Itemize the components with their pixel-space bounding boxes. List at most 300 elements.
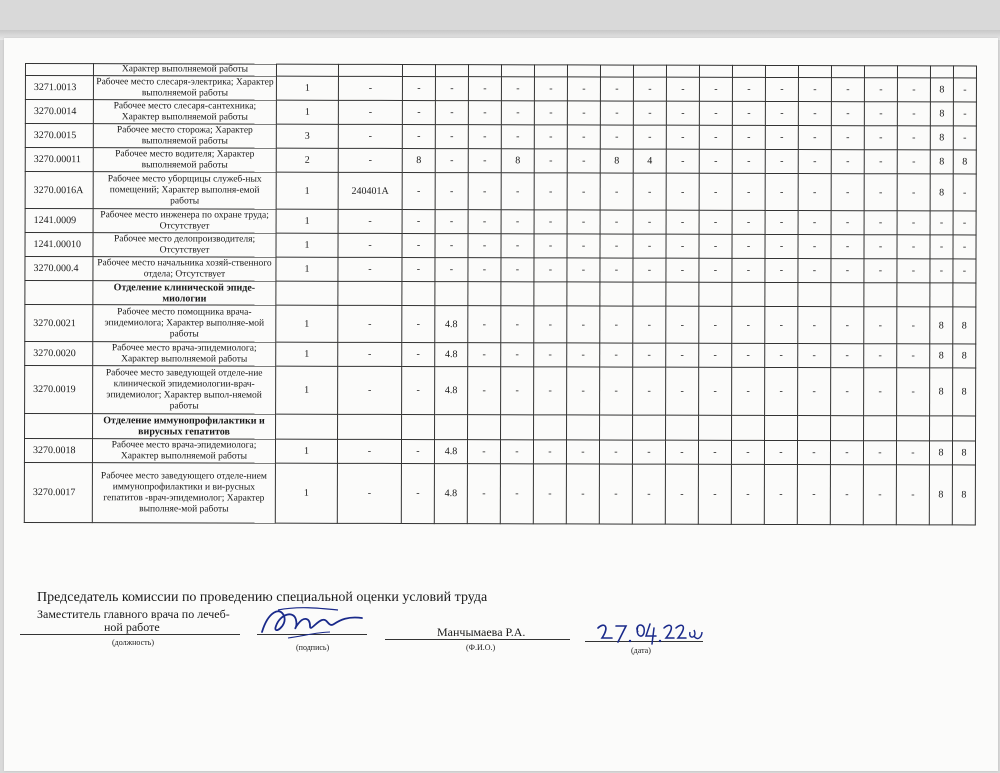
value-cell: - <box>764 464 797 524</box>
table-row <box>25 366 976 416</box>
value-cell <box>567 282 600 306</box>
value-cell: 8 <box>402 148 435 172</box>
value-cell: - <box>798 368 831 416</box>
code-cell <box>25 281 93 305</box>
handwritten-signature <box>258 602 368 644</box>
position-underline <box>20 634 240 635</box>
value-cell: - <box>567 210 600 234</box>
value-cell: - <box>534 77 567 101</box>
value-cell: - <box>953 211 976 235</box>
value-cell: - <box>897 307 930 344</box>
section-row <box>25 414 976 441</box>
reference-cell: - <box>338 305 402 342</box>
reference-cell: - <box>338 100 402 124</box>
value-cell: - <box>798 259 831 283</box>
value-cell: - <box>501 125 534 149</box>
workplace-name-cell: Рабочее место врача-эпидемиолога; Характер выполняемой работы <box>93 342 276 366</box>
value-cell: - <box>765 77 798 101</box>
reference-cell: - <box>338 124 402 148</box>
value-cell <box>732 65 765 77</box>
value-cell <box>831 66 864 78</box>
value-cell <box>276 414 338 439</box>
value-cell: - <box>600 306 633 343</box>
workplace-name-cell: Рабочее место заведующего отделе-нием иммунопрофилактики и ви-русных гепатитов -врач-эпидемиолог; Характер выполняе-мой работы <box>92 463 275 523</box>
value-cell: - <box>501 77 534 101</box>
quantity-cell: 2 <box>276 148 338 172</box>
value-cell: - <box>897 344 930 368</box>
value-cell: - <box>897 259 930 283</box>
table-row <box>25 148 976 174</box>
value-cell: - <box>765 101 798 125</box>
value-cell: - <box>600 101 633 125</box>
workplace-name-cell: Рабочее место заведующей отделе-ние клинической эпидемиологии-врач-эпидемиолог; Характер выпол-няемой работы <box>93 366 276 414</box>
reference-cell: - <box>338 257 402 281</box>
value-cell: - <box>896 465 929 525</box>
value-cell: 8 <box>953 307 976 344</box>
value-cell: - <box>632 440 665 464</box>
value-cell: - <box>798 78 831 102</box>
value-cell <box>600 415 633 440</box>
value-cell <box>831 416 864 441</box>
value-cell: - <box>567 367 600 415</box>
workplace-name-cell: Рабочее место делопроизводителя; Отсутствует <box>93 233 276 257</box>
value-cell: - <box>831 235 864 259</box>
value-cell: - <box>699 306 732 343</box>
assessment-table <box>24 63 977 525</box>
value-cell: - <box>732 258 765 282</box>
handwritten-date <box>594 618 704 648</box>
value-cell: - <box>402 124 435 148</box>
section-title: Отделение иммунопрофилактики и вирусных гепатитов <box>93 414 276 439</box>
value-cell: - <box>798 126 831 150</box>
value-cell: - <box>402 100 435 124</box>
value-cell: - <box>567 234 600 258</box>
value-cell: 4.8 <box>435 367 468 415</box>
value-cell: - <box>633 210 666 234</box>
value-cell <box>435 282 468 306</box>
value-cell <box>501 65 534 77</box>
value-cell: - <box>831 174 864 211</box>
value-cell: 8 <box>930 344 953 368</box>
value-cell: 8 <box>600 149 633 173</box>
value-cell: - <box>402 209 435 233</box>
value-cell: 8 <box>930 126 953 150</box>
value-cell: - <box>600 234 633 258</box>
value-cell <box>435 65 468 77</box>
value-cell: - <box>666 101 699 125</box>
value-cell: - <box>798 150 831 174</box>
value-cell: - <box>534 125 567 149</box>
table-row <box>25 342 976 368</box>
value-cell: - <box>468 234 501 258</box>
code-cell: 3270.0019 <box>25 366 93 414</box>
value-cell: 8 <box>952 465 975 525</box>
table-row <box>24 439 975 465</box>
value-cell <box>930 283 953 307</box>
value-cell <box>666 415 699 440</box>
table-row <box>25 172 976 211</box>
value-cell: - <box>699 77 732 101</box>
value-cell: - <box>732 77 765 101</box>
table-row <box>25 209 976 235</box>
value-cell: - <box>500 440 533 464</box>
value-cell: - <box>699 101 732 125</box>
value-cell <box>338 414 402 439</box>
reference-cell: - <box>337 463 401 523</box>
value-cell: 8 <box>929 465 952 525</box>
value-cell: 8 <box>929 441 952 465</box>
fio-underline <box>385 639 570 640</box>
value-cell: - <box>953 126 976 150</box>
commission-chairman-title: Председатель комиссии по проведению специальной оценки условий труда <box>37 590 488 605</box>
value-cell: - <box>435 149 468 173</box>
value-cell: - <box>732 125 765 149</box>
value-cell: - <box>467 464 500 524</box>
value-cell: - <box>953 259 976 283</box>
value-cell <box>699 415 732 440</box>
code-cell: 3270.0018 <box>24 439 92 463</box>
value-cell <box>953 283 976 307</box>
reference-cell: - <box>338 76 402 100</box>
value-cell <box>567 65 600 77</box>
value-cell: - <box>501 101 534 125</box>
value-cell: - <box>864 235 897 259</box>
value-cell: 4.8 <box>434 464 467 524</box>
value-cell: - <box>731 464 764 524</box>
value-cell <box>633 65 666 77</box>
value-cell: - <box>699 367 732 415</box>
value-cell: - <box>698 464 731 524</box>
value-cell: - <box>534 367 567 415</box>
value-cell: - <box>633 125 666 149</box>
value-cell: - <box>501 306 534 343</box>
table-row <box>25 100 976 126</box>
value-cell: - <box>666 77 699 101</box>
quantity-cell: 1 <box>275 463 337 523</box>
reference-cell <box>338 64 402 76</box>
value-cell: - <box>534 210 567 234</box>
value-cell: - <box>468 306 501 343</box>
reference-cell: - <box>338 366 402 414</box>
value-cell: 8 <box>930 174 953 211</box>
value-cell: - <box>468 77 501 101</box>
position-line-2: ной работе <box>104 620 160 634</box>
value-cell: - <box>798 307 831 344</box>
value-cell: - <box>534 149 567 173</box>
value-cell: - <box>534 258 567 282</box>
code-cell: 1241.00010 <box>25 233 93 257</box>
value-cell: - <box>600 258 633 282</box>
table-row <box>25 257 976 283</box>
workplace-name-cell: Рабочее место водителя; Характер выполняемой работы <box>93 148 276 172</box>
quantity-cell: 1 <box>275 439 337 463</box>
value-cell <box>765 65 798 77</box>
table-row <box>24 462 975 524</box>
value-cell <box>501 282 534 306</box>
workplace-name-cell: Рабочее место слесаря-сантехника; Характер выполняемой работы <box>93 100 276 124</box>
value-cell: - <box>765 234 798 258</box>
value-cell <box>765 415 798 440</box>
table-row <box>25 233 976 259</box>
value-cell: - <box>897 126 930 150</box>
value-cell: - <box>599 464 632 524</box>
value-cell: - <box>633 343 666 367</box>
value-cell: - <box>435 101 468 125</box>
value-cell: - <box>897 102 930 126</box>
reference-cell: 240401А <box>338 172 402 209</box>
value-cell: - <box>732 367 765 415</box>
value-cell: 8 <box>953 344 976 368</box>
value-cell: - <box>864 344 897 368</box>
table-row <box>25 124 976 150</box>
value-cell: - <box>897 368 930 416</box>
value-cell <box>276 281 338 305</box>
value-cell <box>864 416 897 441</box>
value-cell: - <box>435 258 468 282</box>
value-cell <box>864 66 897 78</box>
value-cell: - <box>633 101 666 125</box>
value-cell: - <box>797 465 830 525</box>
value-cell: - <box>666 343 699 367</box>
value-cell: - <box>765 306 798 343</box>
value-cell: - <box>633 306 666 343</box>
value-cell: - <box>699 343 732 367</box>
value-cell <box>501 415 534 440</box>
value-cell: - <box>864 211 897 235</box>
value-cell: - <box>567 125 600 149</box>
reference-cell: - <box>338 148 402 172</box>
value-cell: - <box>897 235 930 259</box>
value-cell: - <box>534 101 567 125</box>
value-cell: - <box>435 234 468 258</box>
value-cell: - <box>897 174 930 211</box>
quantity-cell: 1 <box>276 209 338 233</box>
signature-caption: (подпись) <box>296 643 330 652</box>
quantity-cell: 1 <box>276 76 338 100</box>
code-cell: 3270.000.4 <box>25 257 93 281</box>
value-cell: - <box>765 258 798 282</box>
value-cell <box>897 416 930 441</box>
value-cell: - <box>765 367 798 415</box>
value-cell: - <box>468 367 501 415</box>
value-cell: - <box>897 211 930 235</box>
value-cell <box>338 281 402 305</box>
value-cell: - <box>732 101 765 125</box>
value-cell: - <box>435 125 468 149</box>
value-cell: - <box>930 235 953 259</box>
value-cell <box>765 282 798 306</box>
value-cell: - <box>402 342 435 366</box>
value-cell <box>402 414 435 439</box>
value-cell: - <box>633 234 666 258</box>
value-cell: - <box>731 440 764 464</box>
code-cell: 3270.00011 <box>25 148 93 172</box>
workplace-name-cell: Рабочее место слесаря-электрика; Характер выполняемой работы <box>93 76 276 100</box>
quantity-cell: 1 <box>276 257 338 281</box>
value-cell <box>633 282 666 306</box>
code-cell: 3270.0015 <box>25 124 93 148</box>
value-cell: - <box>633 258 666 282</box>
value-cell <box>798 283 831 307</box>
value-cell <box>534 282 567 306</box>
value-cell: - <box>666 234 699 258</box>
quantity-cell: 1 <box>276 233 338 257</box>
value-cell <box>953 66 976 78</box>
value-cell: - <box>567 101 600 125</box>
table-row <box>25 305 976 344</box>
value-cell: - <box>831 78 864 102</box>
section-row <box>25 281 976 307</box>
value-cell <box>897 283 930 307</box>
value-cell: - <box>402 76 435 100</box>
workplace-name-cell: Рабочее место врача-эпидемиолога; Характер выполняемой работы <box>92 439 275 463</box>
reference-cell: - <box>337 439 401 463</box>
value-cell <box>468 65 501 77</box>
value-cell: - <box>831 211 864 235</box>
value-cell: - <box>797 441 830 465</box>
value-cell: - <box>953 102 976 126</box>
value-cell: - <box>501 258 534 282</box>
value-cell: - <box>501 210 534 234</box>
value-cell: - <box>831 126 864 150</box>
value-cell: - <box>699 149 732 173</box>
value-cell: - <box>732 173 765 210</box>
value-cell <box>402 281 435 305</box>
quantity-cell: 1 <box>276 305 338 342</box>
value-cell: - <box>732 343 765 367</box>
value-cell: - <box>831 307 864 344</box>
value-cell: - <box>798 102 831 126</box>
value-cell: - <box>699 210 732 234</box>
value-cell: - <box>567 149 600 173</box>
value-cell: - <box>698 440 731 464</box>
table-row <box>25 76 976 102</box>
fio-name: Манчымаева Р.А. <box>437 625 526 639</box>
value-cell: - <box>897 78 930 102</box>
value-cell: 8 <box>930 78 953 102</box>
value-cell <box>864 283 897 307</box>
value-cell: - <box>699 234 732 258</box>
value-cell: - <box>665 440 698 464</box>
code-cell: 3270.0016А <box>25 172 93 209</box>
value-cell: - <box>798 344 831 368</box>
value-cell <box>666 65 699 77</box>
workplace-name-cell: Характер выполняемой работы <box>93 64 276 76</box>
value-cell: - <box>666 173 699 210</box>
quantity-cell: 1 <box>276 172 338 209</box>
value-cell: - <box>953 174 976 211</box>
value-cell <box>699 65 732 77</box>
code-cell: 3270.0014 <box>25 100 93 124</box>
value-cell: - <box>699 258 732 282</box>
value-cell: - <box>468 258 501 282</box>
position-caption: (должность) <box>112 638 154 647</box>
value-cell: 8 <box>930 368 953 416</box>
value-cell <box>930 66 953 78</box>
value-cell: - <box>468 101 501 125</box>
value-cell <box>897 66 930 78</box>
value-cell: - <box>468 210 501 234</box>
value-cell: 8 <box>930 102 953 126</box>
value-cell: 8 <box>501 149 534 173</box>
quantity-cell: 3 <box>276 124 338 148</box>
value-cell <box>798 66 831 78</box>
value-cell: - <box>699 125 732 149</box>
section-title: Отделение клинической эпиде-миологии <box>93 281 276 305</box>
value-cell: 8 <box>953 150 976 174</box>
workplace-name-cell: Рабочее место начальника хозяй-ственного отдела; Отсутствует <box>93 257 276 281</box>
value-cell: - <box>533 464 566 524</box>
value-cell: - <box>864 102 897 126</box>
value-cell: - <box>600 343 633 367</box>
value-cell: - <box>764 440 797 464</box>
fio-caption: (Ф.И.О.) <box>466 643 496 652</box>
value-cell <box>798 416 831 441</box>
value-cell: - <box>567 258 600 282</box>
value-cell: - <box>864 259 897 283</box>
value-cell <box>402 64 435 76</box>
value-cell: - <box>401 439 434 463</box>
value-cell: - <box>567 173 600 210</box>
value-cell: 8 <box>930 150 953 174</box>
value-cell: - <box>765 149 798 173</box>
value-cell: - <box>435 77 468 101</box>
value-cell: - <box>831 368 864 416</box>
value-cell: - <box>930 211 953 235</box>
value-cell <box>435 415 468 440</box>
value-cell: - <box>831 259 864 283</box>
value-cell: - <box>402 233 435 257</box>
value-cell: - <box>666 258 699 282</box>
value-cell <box>600 65 633 77</box>
value-cell: 4.8 <box>435 343 468 367</box>
value-cell: - <box>798 174 831 211</box>
value-cell: - <box>467 440 500 464</box>
value-cell <box>831 283 864 307</box>
value-cell: - <box>501 343 534 367</box>
value-cell: - <box>501 367 534 415</box>
value-cell: - <box>468 343 501 367</box>
workplace-name-cell: Рабочее место инженера по охране труда; Отсутствует <box>93 209 276 233</box>
value-cell: - <box>566 440 599 464</box>
value-cell: - <box>468 125 501 149</box>
value-cell: - <box>600 173 633 210</box>
workplace-name-cell: Рабочее место сторожа; Характер выполняемой работы <box>93 124 276 148</box>
reference-cell: - <box>338 233 402 257</box>
value-cell <box>600 282 633 306</box>
value-cell: - <box>666 210 699 234</box>
value-cell: - <box>666 149 699 173</box>
value-cell: - <box>534 234 567 258</box>
value-cell: - <box>896 441 929 465</box>
value-cell: - <box>732 149 765 173</box>
value-cell <box>930 416 953 441</box>
value-cell: - <box>798 211 831 235</box>
quantity-cell: 1 <box>276 100 338 124</box>
value-cell: - <box>732 210 765 234</box>
value-cell: 8 <box>953 368 976 416</box>
code-cell: 3270.0017 <box>24 462 92 522</box>
value-cell: 4.8 <box>434 440 467 464</box>
value-cell: - <box>863 465 896 525</box>
value-cell <box>732 282 765 306</box>
value-cell: - <box>665 464 698 524</box>
value-cell: - <box>953 235 976 259</box>
value-cell <box>699 282 732 306</box>
value-cell: - <box>533 440 566 464</box>
value-cell: - <box>930 259 953 283</box>
value-cell: - <box>402 366 435 414</box>
